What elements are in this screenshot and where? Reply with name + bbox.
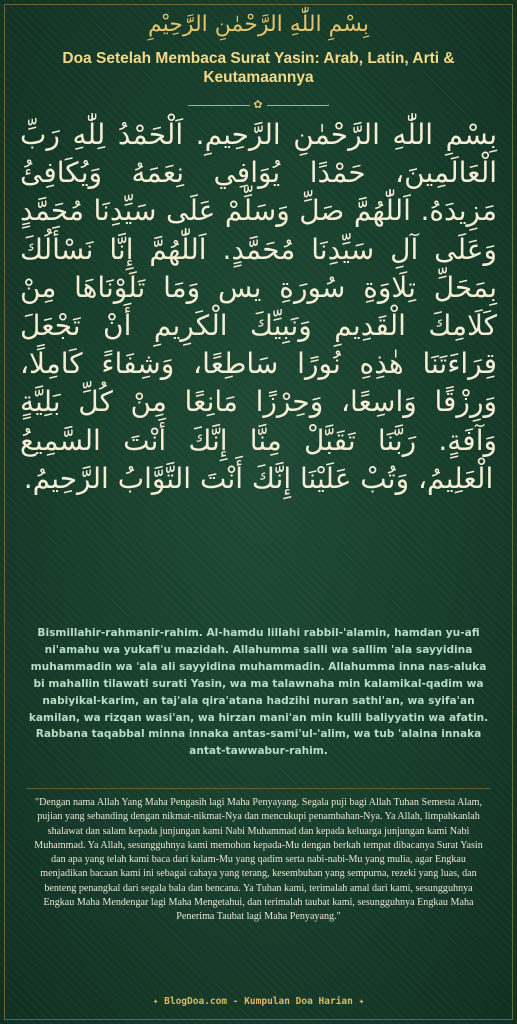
- section-divider: [26, 788, 491, 789]
- doa-latin-text: Bismillahir-rahmanir-rahim. Al-hamdu lillahi rabbil-'alamin, hamdan yu-afi ni'amahu wa yukafi'u mazidah. Allahumma salli wa sallim 'ala sayyidina muhammadin wa 'ala ali sayyidina muhammadin. Allahumma inna nas-aluka bi mahallin tilawati surati Yasin, wa ma talawnaha min kalamikal-qadim wa nabiyikal-karim, an taj'ala qira'atana hadzihi nuran sathi'an, wa syifa'an kamilan, wa rizqan wasi'an, wa hirzan mani'an min kulli baliyyatin wa afatin. Rabbana taqabbal minna innaka antas-sami'ul-'alim, wa tub 'alaina innaka antat-tawwabur-rahim.: [28, 627, 489, 758]
- divider-line-right: [267, 105, 329, 106]
- divider-line-left: [188, 105, 250, 106]
- header-basmala: بِسْمِ اللّٰهِ الرَّحْمٰنِ الرَّحِيْمِ: [147, 12, 370, 37]
- doa-translation-text: "Dengan nama Allah Yang Maha Pengasih lagi Maha Penyayang. Segala puji bagi Allah Tuhan Semesta Alam, pujian yang sebanding dengan nikmat-nikmat-Nya dan mencukupi penambahan-Nya. Ya Allah, limpahkanlah shalawat dan salam kepada junjungan kami Nabi Muhammad dan kepada keluarga junjungan kami Nabi Muhammad. Ya Allah, sesungguhnya kami memohon kepada-Mu dengan berkah tempat dibacanya Surat Yasin dan apa yang telah kami baca dari kalam-Mu yang qadim serta nabi-nabi-Mu yang mulia, agar Engkau menjadikan bacaan kami ini sebagai cahaya yang terang, kesembuhan yang sempurna, rezeki yang luas, dan benteng penangkal dari segala bala dan bencana. Ya Tuhan kami, terimalah amal dari kami, sesungguhnya Engkau Maha Mendengar lagi Maha Mengetahui, dan terimalah taubat kami, sesungguhnya Engkau Maha Penerima Taubat lagi Maha Penyayang.": [34, 797, 483, 923]
- flower-ornament-icon: ✿: [253, 98, 263, 111]
- page-title: Doa Setelah Membaca Surat Yasin: Arab, Latin, Arti & Keutamaannya: [62, 50, 455, 86]
- doa-arabic-text: بِسْمِ اللّٰهِ الرَّحْمٰنِ الرَّحِيمِ. اَلْحَمْدُ لِلّٰهِ رَبِّ الْعَالَمِينَ، حَمْدًا يُوَافِي نِعَمَهُ وَيُكَافِئُ مَزِيدَهُ. اَللّٰهُمَّ صَلِّ وَسَلِّمْ عَلَى سَيِّدِنَا مُحَمَّدٍ وَعَلَى آلِ سَيِّدِنَا مُحَمَّدٍ. اَللّٰهُمَّ إِنَّا نَسْأَلُكَ بِمَحَلِّ تِلَاوَةِ سُورَةِ يس وَمَا تَلَوْنَاهَا مِنْ كَلَامِكَ الْقَدِيمِ وَنَبِيِّكَ الْكَرِيمِ أَنْ تَجْعَلَ قِرَاءَتَنَا هٰذِهِ نُورًا سَاطِعًا، وَشِفَاءً كَامِلًا، وَرِزْقًا وَاسِعًا، وَحِرْزًا مَانِعًا مِنْ كُلِّ بَلِيَّةٍ وَآفَةٍ. رَبَّنَا تَقَبَّلْ مِنَّا إِنَّكَ أَنْتَ السَّمِيعُ الْعَلِيمُ، وَتُبْ عَلَيْنَا إِنَّكَ أَنْتَ التَّوَّابُ الرَّحِيمُ.: [20, 118, 497, 495]
- title-divider: [188, 99, 329, 111]
- footer-credit: ✦ BlogDoa.com - Kumpulan Doa Harian ✦: [152, 996, 365, 1007]
